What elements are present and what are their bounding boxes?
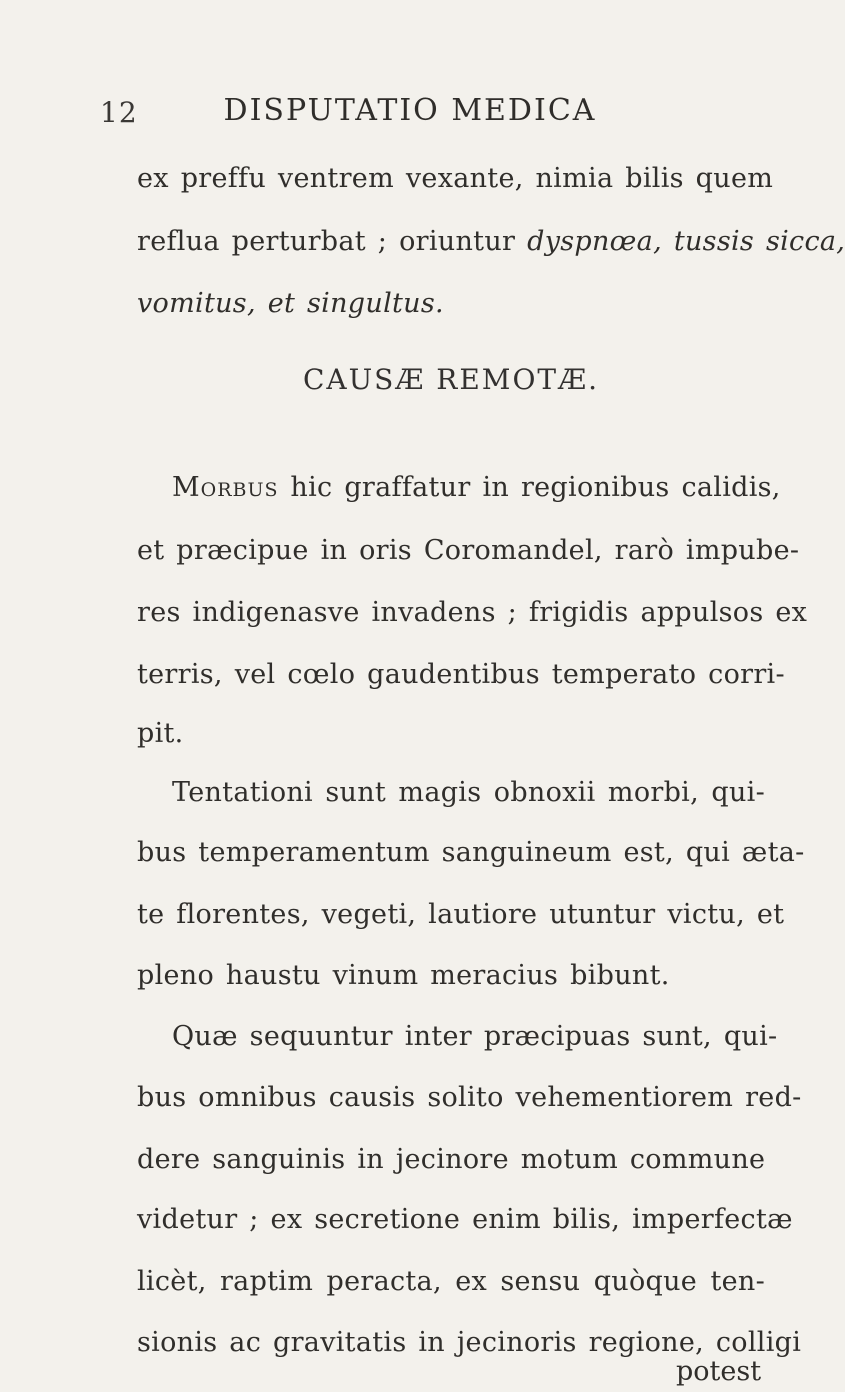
text-span: hic graffatur in regionibus calidis, xyxy=(278,472,781,503)
italic-text: vomitus, et singultus. xyxy=(137,288,444,319)
text-line: sionis ac gravitatis in jecinoris regione, colligi xyxy=(137,1327,802,1358)
text-line: pleno haustu vinum meracius bibunt. xyxy=(137,960,670,991)
running-head: DISPUTATIO MEDICA xyxy=(223,93,597,128)
text-line: et præcipue in oris Coromandel, rarò impube- xyxy=(137,535,800,566)
text-line: terris, vel cœlo gaudentibus temperato corri- xyxy=(137,659,785,690)
text-line: dere sanguinis in jecinore motum commune xyxy=(137,1144,766,1175)
catchword: potest xyxy=(676,1356,762,1387)
italic-text: dyspnœa, tussis sicca, xyxy=(527,226,845,257)
text-line xyxy=(172,470,781,506)
text-line xyxy=(137,224,845,260)
text-line: te florentes, vegeti, lautiore utuntur victu, et xyxy=(137,899,785,930)
text-line: Quæ sequuntur inter præcipuas sunt, qui- xyxy=(172,1021,778,1052)
text-line: res indigenasve invadens ; frigidis appulsos ex xyxy=(137,597,808,628)
text-line: Tentationi sunt magis obnoxii morbi, qui- xyxy=(172,777,765,808)
section-heading: CAUSÆ REMOTÆ. xyxy=(302,363,600,396)
page-number: 12 xyxy=(100,96,138,129)
text-line: videtur ; ex secretione enim bilis, imperfectæ xyxy=(137,1204,793,1235)
text-line: bus omnibus causis solito vehementiorem red- xyxy=(137,1082,802,1113)
text-line: licèt, raptim peracta, ex sensu quòque ten- xyxy=(137,1266,765,1297)
text-line: ex preffu ventrem vexante, nimia bilis quem xyxy=(137,163,774,194)
text-line: bus temperamentum sanguineum est, qui æta- xyxy=(137,837,805,868)
text-span: reflua perturbat ; oriuntur xyxy=(137,226,528,257)
text-line: pit. xyxy=(137,718,184,749)
text-line xyxy=(137,286,765,322)
small-caps-word: Morbus xyxy=(172,472,279,503)
